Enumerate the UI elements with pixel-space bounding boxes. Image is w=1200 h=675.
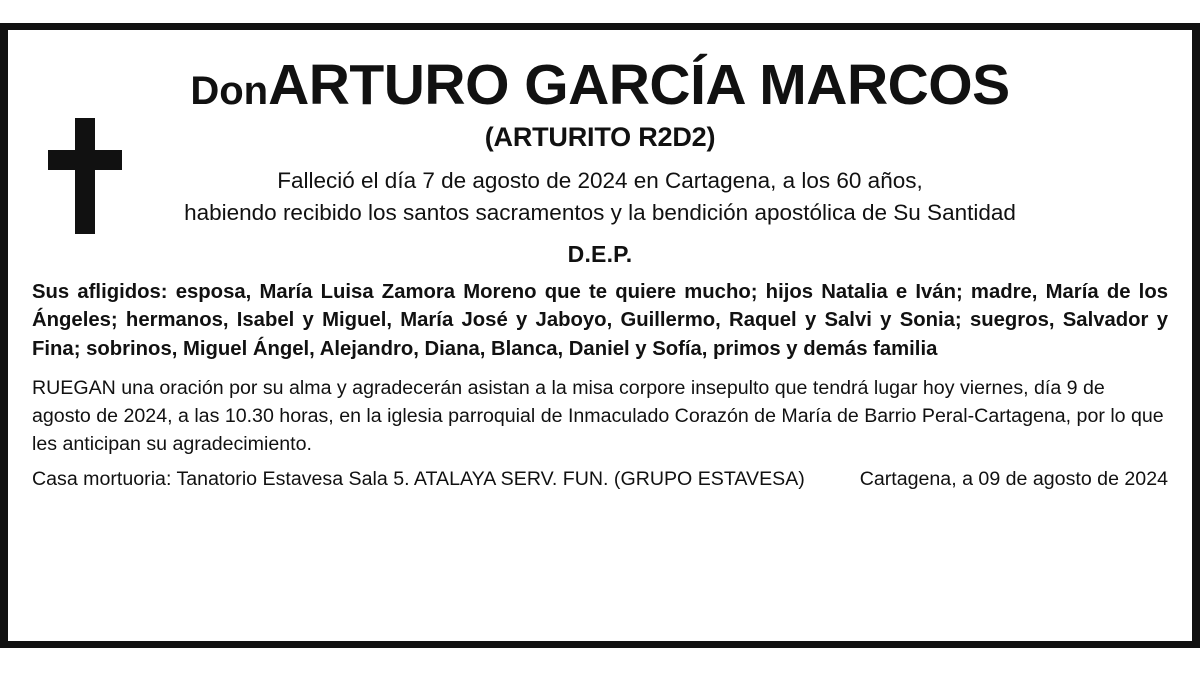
prayer-request: RUEGAN una oración por su alma y agradecerán asistan a la misa corpore insepulto que tendrá lugar hoy viernes, día 9 de agosto de 2024, a las 10.30 horas, en la iglesia parroquial de Inmaculado Corazón de María de Barrio Peral-Cartagena, por lo que les anticipan su agradecimiento.: [32, 376, 1164, 455]
obituary-card: [6, 28, 1194, 643]
obituary-frame: [0, 23, 1200, 648]
footer-row: [30, 468, 1170, 491]
deceased-name: ARTURO GARCÍA MARCOS: [268, 53, 1010, 117]
family-list: Sus afligidos: esposa, María Luisa Zamora Moreno que te quiere mucho; hijos Natalia e Iván; madre, María de los Ángeles; hermanos, Isabel y Miguel, María José y Jaboyo, Guillermo, Raquel y Salvi y Sonia; suegros, Salvador y Fina; sobrinos, Miguel Ángel, Alejandro, Diana, Blanca, Daniel y Sofía, primos y demás familia: [32, 280, 1168, 360]
deceased-nickname: (ARTURITO R2D2): [484, 121, 716, 152]
obituary-content: [8, 30, 1192, 491]
headline-block: [30, 48, 1170, 153]
dep-label: D.E.P.: [567, 240, 633, 267]
death-line-2: habiendo recibido los santos sacramentos y la bendición apostólica de Su Santidad: [184, 199, 1016, 225]
death-details: [30, 165, 1170, 229]
honorific: Don: [190, 69, 269, 113]
death-line-1: Falleció el día 7 de agosto de 2024 en Cartagena, a los 60 años,: [277, 167, 923, 193]
deceased-name-line: [30, 53, 1170, 117]
place-date: Cartagena, a 09 de agosto de 2024: [859, 468, 1168, 491]
mortuary-info: Casa mortuoria: Tanatorio Estavesa Sala 5. ATALAYA SERV. FUN. (GRUPO ESTAVESA): [32, 468, 805, 491]
